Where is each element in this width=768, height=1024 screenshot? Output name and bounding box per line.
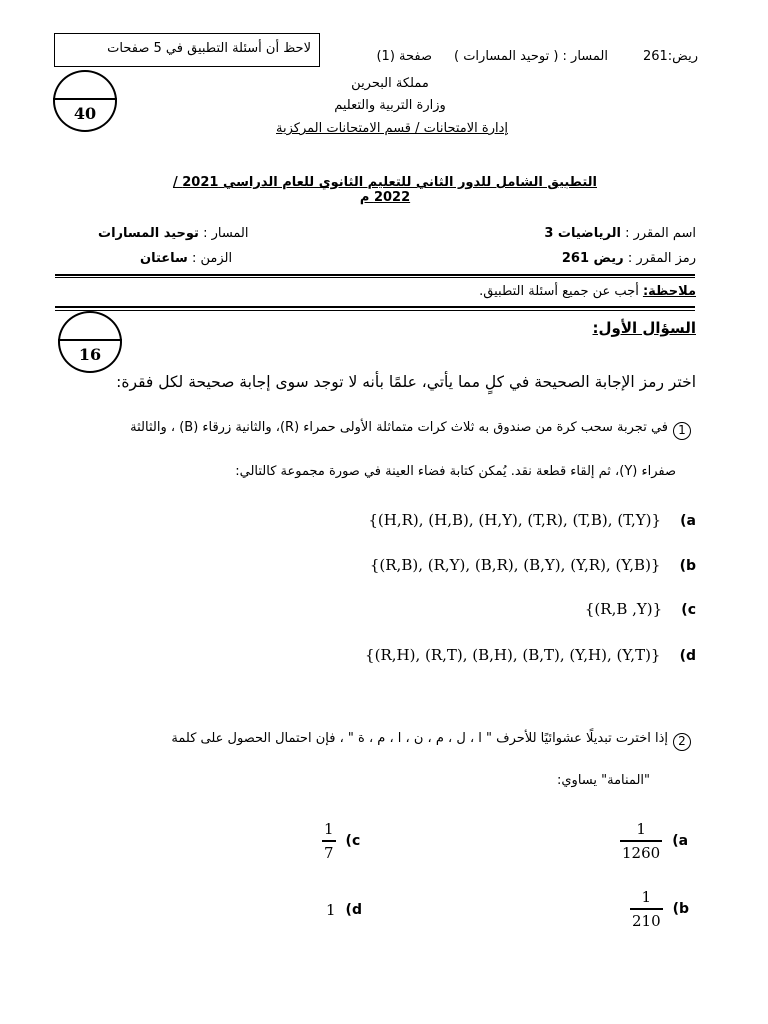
fraction-b-bar: [630, 908, 663, 910]
total-score: 40: [73, 104, 97, 123]
fraction-b: [630, 888, 663, 930]
option-d-value: {(R,H), (R,T), (B,H), (B,T), (Y,H), (Y,T)}: [365, 646, 661, 664]
option-b-label: (b: [679, 558, 696, 574]
note-label: ملاحظة:: [642, 284, 696, 299]
item2-number: [673, 730, 691, 751]
item2-line1: إذا اخترت تبديلًا عشوائيًا للأحرف " ا ، ل ، م ، ن ، ا ، م ، ة " ، فإن احتمال الحصول على كلمة: [171, 731, 668, 746]
note-divider-top: [55, 306, 695, 308]
track-header: المسار : ( توحيد المسارات ): [453, 49, 608, 64]
fraction-c-denominator: 7: [324, 843, 334, 862]
exam-title: التطبيق الشامل للدور الثاني للتعليم الثانوي للعام الدراسي 2021 / 2022 م: [172, 175, 597, 205]
time-value: ساعتان: [140, 251, 188, 266]
option-a-value: {(H,R), (H,B), (H,Y), (T,R), (T,B), (T,Y)}: [368, 511, 662, 529]
score-divider: [53, 98, 117, 100]
item1-option-d: [365, 645, 696, 664]
info-divider-bottom: [55, 277, 695, 278]
time-row: [140, 251, 232, 266]
option-a-label: (a: [672, 832, 689, 849]
note-row: [479, 284, 696, 299]
fraction-a-bar: [620, 840, 662, 842]
score-divider: [58, 339, 122, 341]
item2-line2: "المنامة" يساوي:: [556, 773, 650, 788]
item2-option-a: [620, 820, 688, 862]
info-divider-top: [55, 274, 695, 276]
question1-title: السؤال الأول:: [592, 319, 696, 337]
course-name-label: اسم المقرر :: [625, 226, 696, 241]
option-c-label: (c: [345, 832, 361, 849]
course-code-value: ريض 261: [561, 251, 624, 266]
notice-text: لاحظ أن أسئلة التطبيق في 5 صفحات: [107, 41, 311, 56]
item1-number: [673, 419, 691, 440]
kingdom-title: مملكة البحرين: [351, 76, 429, 91]
fraction-c: [322, 820, 336, 862]
track-value: توحيد المسارات: [98, 226, 199, 241]
item2-number-circle: 2: [673, 733, 691, 751]
fraction-a-denominator: 1260: [622, 843, 661, 862]
item1-option-c: [585, 599, 696, 618]
item1-option-b: [370, 555, 696, 574]
course-name-row: [544, 226, 696, 241]
notice-box: [54, 33, 320, 67]
item2-option-c: [322, 820, 360, 862]
page-number: صفحة (1): [376, 49, 432, 64]
item2-option-b: [630, 888, 689, 930]
item1-number-circle: 1: [673, 422, 691, 440]
fraction-c-bar: [322, 840, 336, 842]
item2-option-d: [326, 901, 362, 919]
time-label: الزمن :: [191, 251, 233, 266]
note-text: أجب عن جميع أسئلة التطبيق.: [479, 284, 639, 299]
course-code-header: ريض:261: [642, 49, 698, 64]
item1-option-a: [368, 510, 696, 529]
course-code-row: [562, 251, 696, 266]
course-code-label: رمز المقرر :: [627, 251, 696, 266]
note-divider-bottom: [55, 310, 695, 311]
total-score-circle: [53, 70, 117, 132]
fraction-b-numerator: 1: [641, 888, 652, 906]
item1-line1: في تجربة سحب كرة من صندوق به ثلاث كرات متماثلة الأولى حمراء (R)، والثانية زرقاء (B) ، والثالثة: [130, 420, 668, 435]
option-d-value: 1: [326, 901, 336, 919]
track-row: [98, 226, 249, 241]
fraction-b-denominator: 210: [632, 911, 661, 930]
track-label: المسار :: [203, 226, 249, 241]
option-d-label: (d: [679, 648, 696, 664]
fraction-c-numerator: 1: [324, 820, 334, 838]
fraction-a: [620, 820, 662, 862]
option-c-value: {(R,B ,Y)}: [584, 600, 663, 618]
option-a-label: (a: [680, 513, 696, 529]
option-b-value: {(R,B), (R,Y), (B,R), (B,Y), (Y,R), (Y,B)}: [369, 556, 661, 574]
item1-line2: صفراء (Y)، ثم إلقاء قطعة نقد. يُمكن كتابة فضاء العينة في صورة مجموعة كالتالي:: [235, 464, 676, 479]
option-c-label: (c: [681, 602, 696, 618]
question1-instruction: اختر رمز الإجابة الصحيحة في كلٍ مما يأتي، علمًا بأنه لا توجد سوى إجابة صحيحة لكل فقرة:: [116, 373, 696, 391]
option-d-label: (d: [345, 902, 362, 918]
ministry-title: وزارة التربية والتعليم: [334, 98, 446, 113]
question1-score: 16: [78, 345, 102, 364]
course-name-value: الرياضيات 3: [544, 226, 621, 241]
fraction-a-numerator: 1: [636, 820, 646, 838]
option-b-label: (b: [672, 900, 690, 917]
question1-score-circle: [58, 311, 122, 373]
department-title: إدارة الامتحانات / قسم الامتحانات المركزية: [276, 121, 508, 136]
